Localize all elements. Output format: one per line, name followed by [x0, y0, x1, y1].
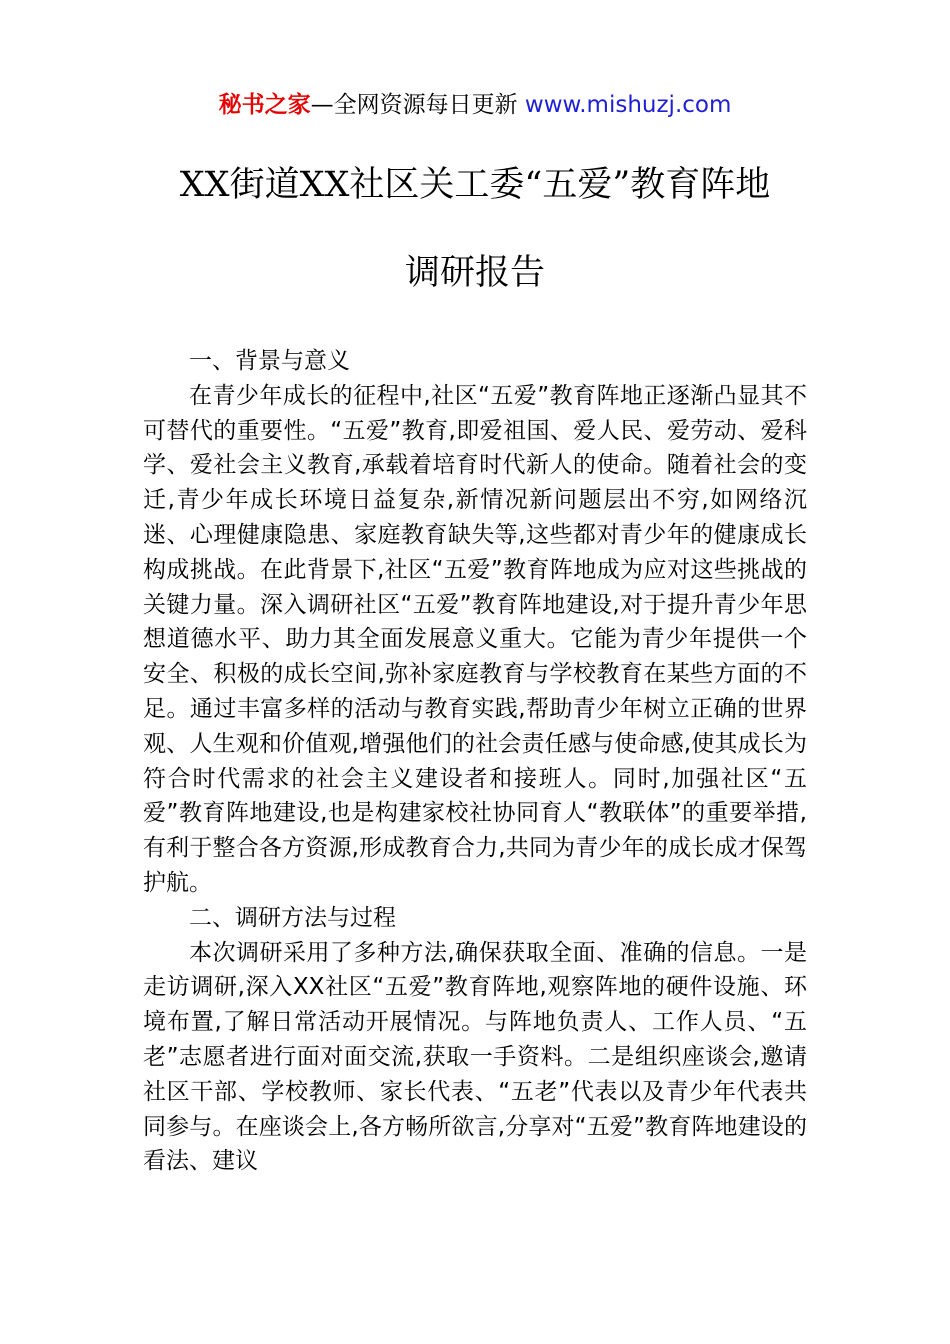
document-body — [143, 344, 807, 1179]
title-line-1: XX街道XX社区关工委“五爱”教育阵地 — [179, 165, 771, 205]
site-url-link[interactable]: www.mishuzj.com — [524, 92, 732, 118]
site-banner — [0, 88, 950, 122]
site-brand: 秘书之家 — [218, 92, 311, 118]
title-line-2: 调研报告 — [404, 253, 545, 293]
section-2-heading: 二、调研方法与过程 — [189, 904, 396, 931]
section-2-paragraph: 本次调研采用了多种方法,确保获取全面、准确的信息。一是走访调研,深入XX社区“五爱”教育阵地,观察阵地的硬件设施、环境布置,了解日常活动开展情况。与阵地负责人、工作人员、“五老”志愿者进行面对面交流,获取一手资料。二是组织座谈会,邀请社区干部、学校教师、家长代表、“五老”代表以及青少年代表共同参与。在座谈会上,各方畅所欲言,分享对“五爱”教育阵地建设的看法、建议 — [143, 939, 807, 1175]
section-1-heading: 一、背景与意义 — [189, 348, 350, 374]
site-tagline: —全网资源每日更新 — [310, 92, 525, 118]
section-1-paragraph: 在青少年成长的征程中,社区“五爱”教育阵地正逐渐凸显其不可替代的重要性。“五爱”教育,即爱祖国、爱人民、爱劳动、爱科学、爱社会主义教育,承载着培育时代新人的使命。随着社会的变迁,青少年成长环境日益复杂,新情况新问题层出不穷,如网络沉迷、心理健康隐患、家庭教育缺失等,这些都对青少年的健康成长构成挑战。在此背景下,社区“五爱”教育阵地成为应对这些挑战的关键力量。深入调研社区“五爱”教育阵地建设,对于提升青少年思想道德水平、助力其全面发展意义重大。它能为青少年提供一个安全、积极的成长空间,弥补家庭教育与学校教育在某些方面的不足。通过丰富多样的活动与教育实践,帮助青少年树立正确的世界观、人生观和价值观,增强他们的社会责任感与使命感,使其成长为符合时代需求的社会主义建设者和接班人。同时,加强社区“五爱”教育阵地建设,也是构建家校社协同育人“教联体”的重要举措,有利于整合各方资源,形成教育合力,共同为青少年的成长成才保驾护航。 — [143, 382, 807, 896]
document-title — [100, 160, 850, 298]
